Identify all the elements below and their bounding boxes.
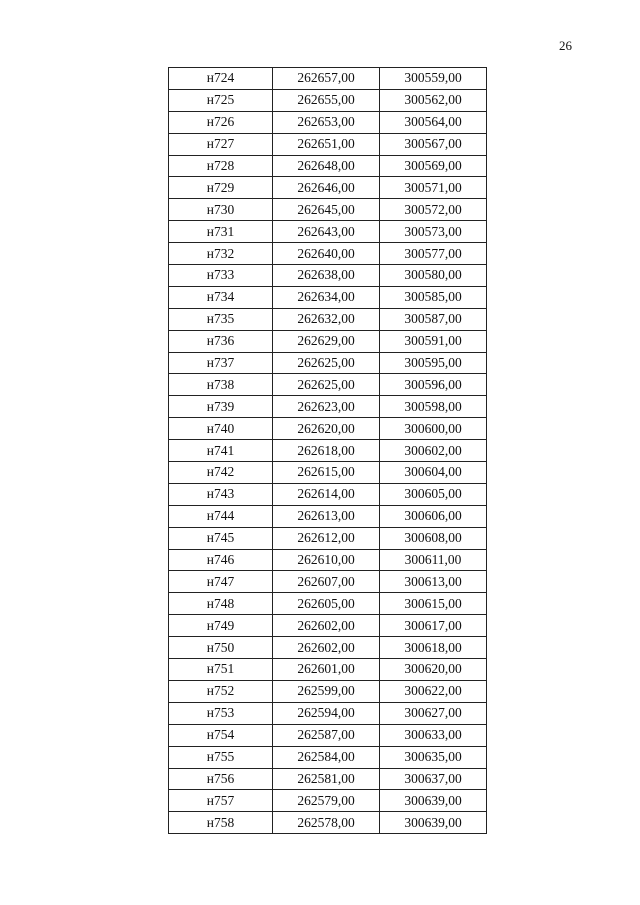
table-row bbox=[169, 374, 487, 396]
y-coordinate-cell: 300567,00 bbox=[380, 133, 487, 155]
table-row bbox=[169, 702, 487, 724]
y-coordinate-cell: 300639,00 bbox=[380, 812, 487, 834]
x-coordinate-cell: 262613,00 bbox=[273, 505, 380, 527]
point-id-cell: н727 bbox=[169, 133, 273, 155]
table-row bbox=[169, 746, 487, 768]
y-coordinate-cell: 300562,00 bbox=[380, 89, 487, 111]
x-coordinate-cell: 262632,00 bbox=[273, 308, 380, 330]
table-row bbox=[169, 724, 487, 746]
point-id-cell: н745 bbox=[169, 527, 273, 549]
y-coordinate-cell: 300606,00 bbox=[380, 505, 487, 527]
table-row bbox=[169, 462, 487, 484]
y-coordinate-cell: 300602,00 bbox=[380, 440, 487, 462]
point-id-cell: н737 bbox=[169, 352, 273, 374]
point-id-cell: н740 bbox=[169, 418, 273, 440]
y-coordinate-cell: 300622,00 bbox=[380, 680, 487, 702]
y-coordinate-cell: 300587,00 bbox=[380, 308, 487, 330]
point-id-cell: н726 bbox=[169, 111, 273, 133]
y-coordinate-cell: 300569,00 bbox=[380, 155, 487, 177]
point-id-cell: н739 bbox=[169, 396, 273, 418]
table-row bbox=[169, 768, 487, 790]
y-coordinate-cell: 300604,00 bbox=[380, 462, 487, 484]
y-coordinate-cell: 300611,00 bbox=[380, 549, 487, 571]
x-coordinate-cell: 262657,00 bbox=[273, 68, 380, 90]
table-row bbox=[169, 418, 487, 440]
table-row bbox=[169, 527, 487, 549]
y-coordinate-cell: 300618,00 bbox=[380, 637, 487, 659]
table-row bbox=[169, 308, 487, 330]
x-coordinate-cell: 262645,00 bbox=[273, 199, 380, 221]
point-id-cell: н742 bbox=[169, 462, 273, 484]
y-coordinate-cell: 300572,00 bbox=[380, 199, 487, 221]
y-coordinate-cell: 300564,00 bbox=[380, 111, 487, 133]
x-coordinate-cell: 262612,00 bbox=[273, 527, 380, 549]
point-id-cell: н755 bbox=[169, 746, 273, 768]
table-row bbox=[169, 812, 487, 834]
x-coordinate-cell: 262614,00 bbox=[273, 483, 380, 505]
point-id-cell: н748 bbox=[169, 593, 273, 615]
x-coordinate-cell: 262625,00 bbox=[273, 374, 380, 396]
point-id-cell: н758 bbox=[169, 812, 273, 834]
point-id-cell: н746 bbox=[169, 549, 273, 571]
x-coordinate-cell: 262643,00 bbox=[273, 221, 380, 243]
x-coordinate-cell: 262646,00 bbox=[273, 177, 380, 199]
y-coordinate-cell: 300637,00 bbox=[380, 768, 487, 790]
table-row bbox=[169, 396, 487, 418]
x-coordinate-cell: 262653,00 bbox=[273, 111, 380, 133]
table-row bbox=[169, 265, 487, 287]
x-coordinate-cell: 262599,00 bbox=[273, 680, 380, 702]
y-coordinate-cell: 300585,00 bbox=[380, 286, 487, 308]
point-id-cell: н724 bbox=[169, 68, 273, 90]
point-id-cell: н736 bbox=[169, 330, 273, 352]
table-row bbox=[169, 155, 487, 177]
y-coordinate-cell: 300608,00 bbox=[380, 527, 487, 549]
table-row bbox=[169, 111, 487, 133]
table-row bbox=[169, 330, 487, 352]
x-coordinate-cell: 262648,00 bbox=[273, 155, 380, 177]
x-coordinate-cell: 262651,00 bbox=[273, 133, 380, 155]
x-coordinate-cell: 262594,00 bbox=[273, 702, 380, 724]
y-coordinate-cell: 300595,00 bbox=[380, 352, 487, 374]
point-id-cell: н725 bbox=[169, 89, 273, 111]
y-coordinate-cell: 300598,00 bbox=[380, 396, 487, 418]
table-row bbox=[169, 615, 487, 637]
point-id-cell: н743 bbox=[169, 483, 273, 505]
point-id-cell: н744 bbox=[169, 505, 273, 527]
point-id-cell: н751 bbox=[169, 659, 273, 681]
x-coordinate-cell: 262625,00 bbox=[273, 352, 380, 374]
y-coordinate-cell: 300635,00 bbox=[380, 746, 487, 768]
point-id-cell: н734 bbox=[169, 286, 273, 308]
x-coordinate-cell: 262602,00 bbox=[273, 615, 380, 637]
y-coordinate-cell: 300605,00 bbox=[380, 483, 487, 505]
page-number: 26 bbox=[559, 38, 572, 53]
x-coordinate-cell: 262578,00 bbox=[273, 812, 380, 834]
x-coordinate-cell: 262601,00 bbox=[273, 659, 380, 681]
table-row bbox=[169, 133, 487, 155]
x-coordinate-cell: 262584,00 bbox=[273, 746, 380, 768]
x-coordinate-cell: 262629,00 bbox=[273, 330, 380, 352]
y-coordinate-cell: 300639,00 bbox=[380, 790, 487, 812]
table-row bbox=[169, 352, 487, 374]
table-row bbox=[169, 89, 487, 111]
point-id-cell: н753 bbox=[169, 702, 273, 724]
table-row bbox=[169, 790, 487, 812]
point-id-cell: н732 bbox=[169, 243, 273, 265]
point-id-cell: н729 bbox=[169, 177, 273, 199]
table-row bbox=[169, 199, 487, 221]
y-coordinate-cell: 300613,00 bbox=[380, 571, 487, 593]
table-row bbox=[169, 549, 487, 571]
point-id-cell: н733 bbox=[169, 265, 273, 287]
x-coordinate-cell: 262655,00 bbox=[273, 89, 380, 111]
point-id-cell: н750 bbox=[169, 637, 273, 659]
x-coordinate-cell: 262602,00 bbox=[273, 637, 380, 659]
y-coordinate-cell: 300633,00 bbox=[380, 724, 487, 746]
y-coordinate-cell: 300627,00 bbox=[380, 702, 487, 724]
table-row bbox=[169, 505, 487, 527]
y-coordinate-cell: 300591,00 bbox=[380, 330, 487, 352]
coordinates-table bbox=[168, 67, 487, 834]
table-row bbox=[169, 440, 487, 462]
y-coordinate-cell: 300620,00 bbox=[380, 659, 487, 681]
y-coordinate-cell: 300600,00 bbox=[380, 418, 487, 440]
y-coordinate-cell: 300571,00 bbox=[380, 177, 487, 199]
x-coordinate-cell: 262579,00 bbox=[273, 790, 380, 812]
point-id-cell: н757 bbox=[169, 790, 273, 812]
table-row bbox=[169, 483, 487, 505]
y-coordinate-cell: 300580,00 bbox=[380, 265, 487, 287]
x-coordinate-cell: 262615,00 bbox=[273, 462, 380, 484]
x-coordinate-cell: 262623,00 bbox=[273, 396, 380, 418]
x-coordinate-cell: 262610,00 bbox=[273, 549, 380, 571]
point-id-cell: н738 bbox=[169, 374, 273, 396]
x-coordinate-cell: 262620,00 bbox=[273, 418, 380, 440]
point-id-cell: н735 bbox=[169, 308, 273, 330]
table-row bbox=[169, 659, 487, 681]
x-coordinate-cell: 262618,00 bbox=[273, 440, 380, 462]
x-coordinate-cell: 262638,00 bbox=[273, 265, 380, 287]
point-id-cell: н741 bbox=[169, 440, 273, 462]
x-coordinate-cell: 262581,00 bbox=[273, 768, 380, 790]
table-row bbox=[169, 286, 487, 308]
coordinates-table-body bbox=[169, 68, 487, 834]
y-coordinate-cell: 300559,00 bbox=[380, 68, 487, 90]
x-coordinate-cell: 262587,00 bbox=[273, 724, 380, 746]
point-id-cell: н747 bbox=[169, 571, 273, 593]
table-row bbox=[169, 68, 487, 90]
point-id-cell: н731 bbox=[169, 221, 273, 243]
y-coordinate-cell: 300577,00 bbox=[380, 243, 487, 265]
table-row bbox=[169, 571, 487, 593]
y-coordinate-cell: 300573,00 bbox=[380, 221, 487, 243]
point-id-cell: н752 bbox=[169, 680, 273, 702]
point-id-cell: н754 bbox=[169, 724, 273, 746]
x-coordinate-cell: 262634,00 bbox=[273, 286, 380, 308]
y-coordinate-cell: 300596,00 bbox=[380, 374, 487, 396]
y-coordinate-cell: 300615,00 bbox=[380, 593, 487, 615]
point-id-cell: н749 bbox=[169, 615, 273, 637]
point-id-cell: н756 bbox=[169, 768, 273, 790]
x-coordinate-cell: 262607,00 bbox=[273, 571, 380, 593]
table-row bbox=[169, 243, 487, 265]
point-id-cell: н730 bbox=[169, 199, 273, 221]
y-coordinate-cell: 300617,00 bbox=[380, 615, 487, 637]
table-row bbox=[169, 593, 487, 615]
table-row bbox=[169, 177, 487, 199]
table-row bbox=[169, 221, 487, 243]
point-id-cell: н728 bbox=[169, 155, 273, 177]
table-row bbox=[169, 637, 487, 659]
table-row bbox=[169, 680, 487, 702]
x-coordinate-cell: 262605,00 bbox=[273, 593, 380, 615]
x-coordinate-cell: 262640,00 bbox=[273, 243, 380, 265]
